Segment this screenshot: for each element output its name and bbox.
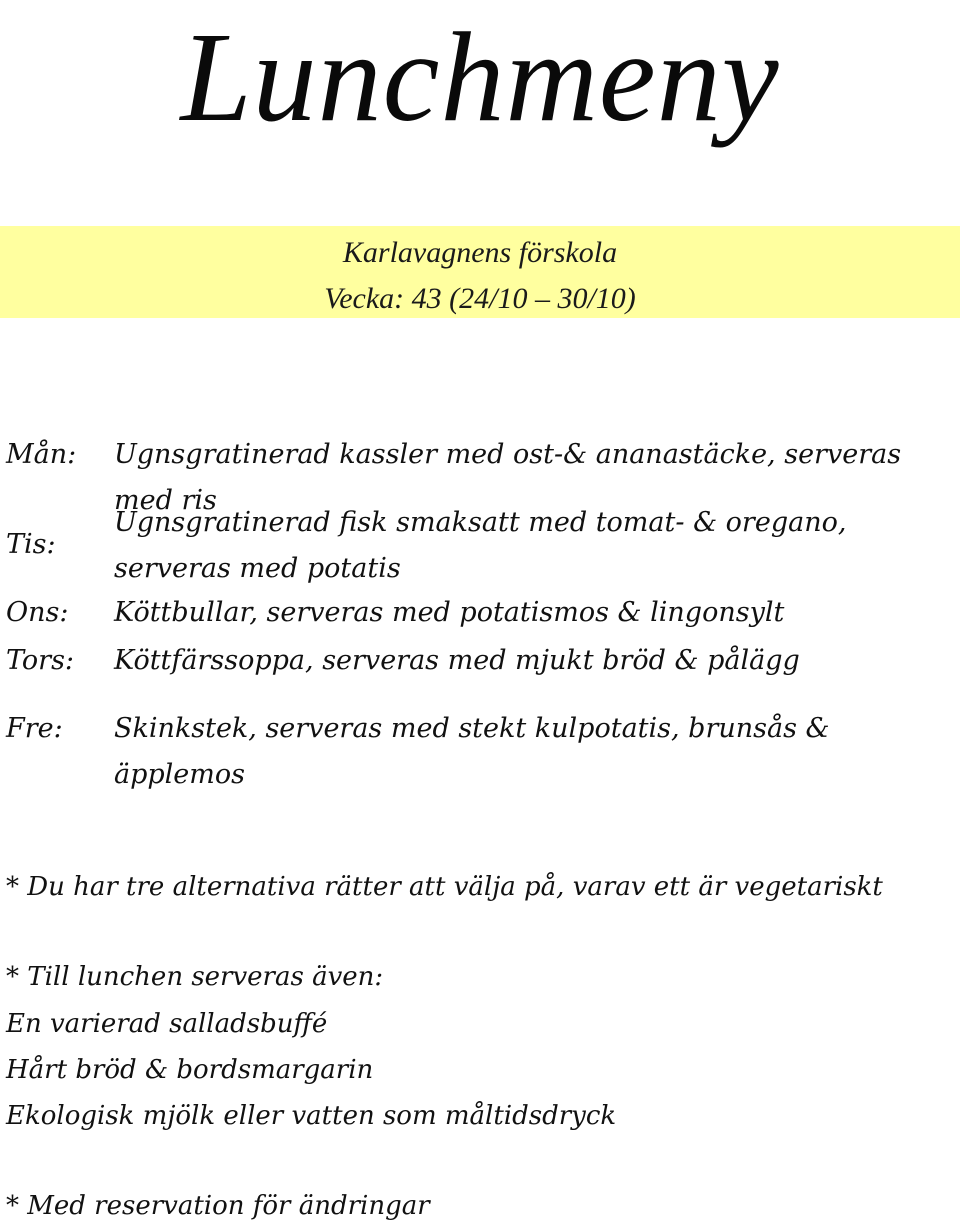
dish-text: Skinkstek, serveras med stekt kulpotatis, brunsås & äpplemos bbox=[114, 713, 830, 790]
dish-text: Ugnsgratinerad kassler med ost-& ananastäcke, serveras med ris bbox=[114, 439, 902, 516]
header-banner bbox=[0, 226, 960, 318]
school-name: Karlavagnens förskola bbox=[342, 236, 618, 269]
day-label: Fre: bbox=[6, 713, 63, 744]
page-title: Lunchmeny bbox=[180, 6, 780, 148]
also-served-item: Hårt bröd & bordsmargarin bbox=[6, 1055, 374, 1085]
alternatives-note: * Du har tre alternativa rätter att välja på, varav ett är vegetariskt bbox=[6, 872, 883, 902]
also-served-item: En varierad salladsbuffé bbox=[6, 1009, 328, 1039]
dish-text: Köttfärssoppa, serveras med mjukt bröd & pålägg bbox=[114, 645, 800, 676]
week-label: Vecka: 43 (24/10 – 30/10) bbox=[324, 282, 636, 315]
day-label: Mån: bbox=[6, 439, 77, 470]
day-label: Tis: bbox=[6, 529, 56, 560]
also-served-item: Ekologisk mjölk eller vatten som måltidsdryck bbox=[6, 1101, 617, 1131]
day-label: Tors: bbox=[6, 645, 75, 676]
reservation-note: * Med reservation för ändringar bbox=[6, 1191, 430, 1221]
dish-text: Köttbullar, serveras med potatismos & lingonsylt bbox=[114, 597, 785, 628]
also-served-heading: * Till lunchen serveras även: bbox=[6, 962, 384, 992]
dish-text: Ugnsgratinerad fisk smaksatt med tomat- & oregano, serveras med potatis bbox=[114, 507, 847, 584]
day-label: Ons: bbox=[6, 597, 69, 628]
